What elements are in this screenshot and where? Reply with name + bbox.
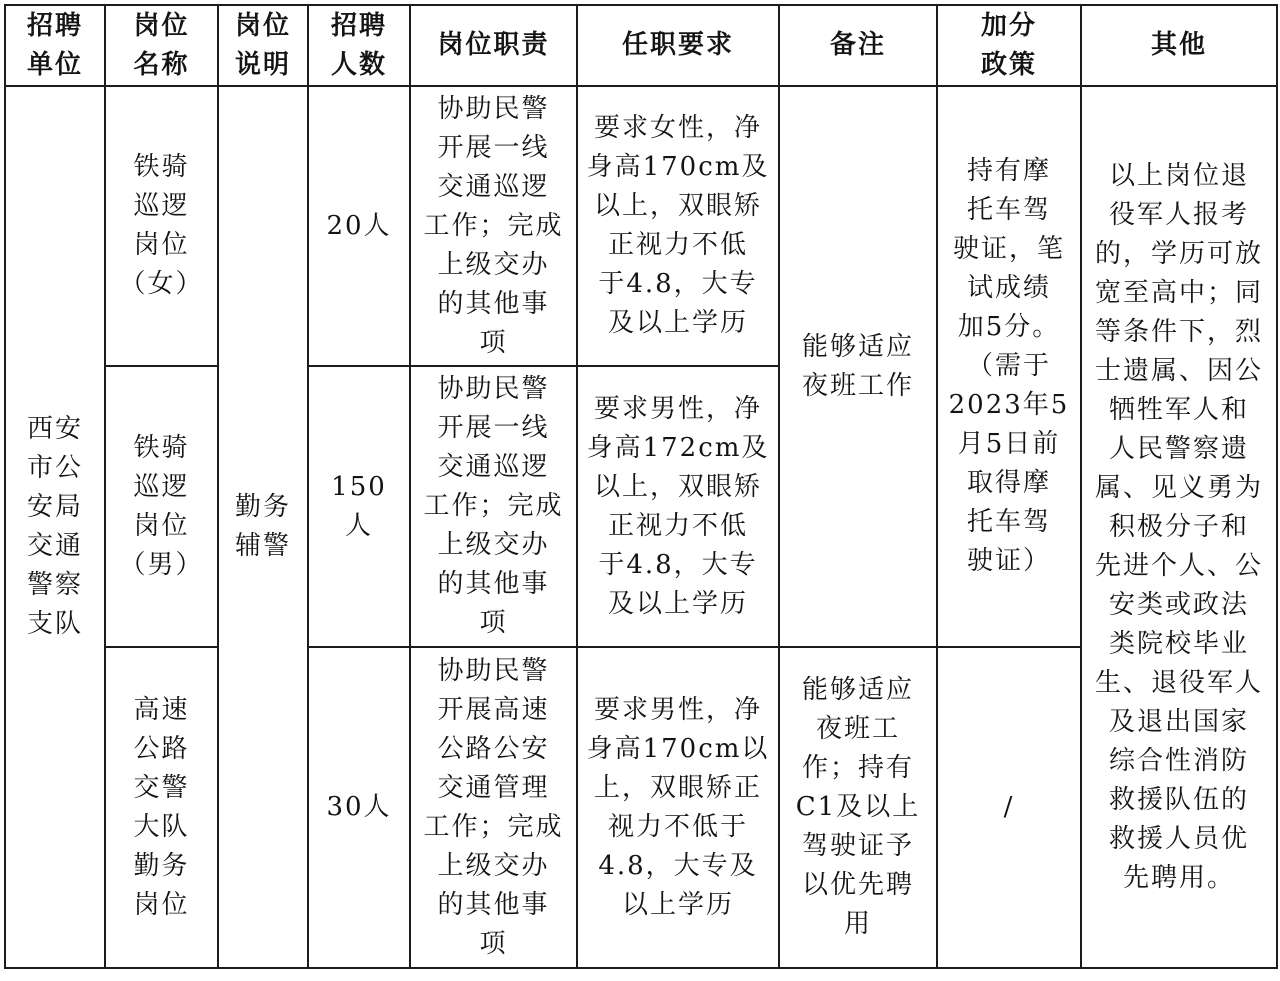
header-other: 其他 <box>1081 5 1277 86</box>
cell-notes-shared: 能够适应 夜班工作 <box>779 86 937 647</box>
table-row <box>5 86 1277 366</box>
header-position-name: 岗位 名称 <box>105 5 218 86</box>
cell-notes: 能够适应 夜班工 作；持有 C1及以上 驾驶证予 以优先聘 用 <box>779 647 937 968</box>
cell-unit: 西安 市公 安局 交通 警察 支队 <box>5 86 105 968</box>
cell-duties: 协助民警 开展一线 交通巡逻 工作；完成 上级交办 的其他事 项 <box>410 86 577 366</box>
header-duties: 岗位职责 <box>410 5 577 86</box>
recruitment-table <box>4 4 1278 969</box>
header-position-description: 岗位 说明 <box>218 5 308 86</box>
cell-position-name: 高速 公路 交警 大队 勤务 岗位 <box>105 647 218 968</box>
cell-duties: 协助民警 开展高速 公路公安 交通管理 工作；完成 上级交办 的其他事 项 <box>410 647 577 968</box>
header-unit: 招聘 单位 <box>5 5 105 86</box>
cell-position-name: 铁骑 巡逻 岗位 （女） <box>105 86 218 366</box>
cell-bonus-policy: / <box>937 647 1081 968</box>
cell-position-description: 勤务 辅警 <box>218 86 308 968</box>
cell-duties: 协助民警 开展一线 交通巡逻 工作；完成 上级交办 的其他事 项 <box>410 366 577 647</box>
cell-headcount: 20人 <box>308 86 410 366</box>
header-bonus-policy: 加分 政策 <box>937 5 1081 86</box>
cell-other: 以上岗位退 役军人报考 的，学历可放 宽至高中；同 等条件下，烈 士遗属、因公 牺牲军人和 人民警察遗 属、见义勇为 积极分子和 先进个人、公 安类或政法 类院校毕业 生、退役军人 及退出国家 综合性消防 救援队伍的 救援人员优 先聘用。 <box>1081 86 1277 968</box>
header-notes: 备注 <box>779 5 937 86</box>
cell-headcount: 150 人 <box>308 366 410 647</box>
cell-requirements: 要求男性，净 身高170cm以 上，双眼矫正 视力不低于 4.8，大专及 以上学历 <box>577 647 779 968</box>
cell-requirements: 要求女性，净 身高170cm及 以上，双眼矫 正视力不低 于4.8，大专 及以上学历 <box>577 86 779 366</box>
header-requirements: 任职要求 <box>577 5 779 86</box>
header-headcount: 招聘 人数 <box>308 5 410 86</box>
cell-position-name: 铁骑 巡逻 岗位 （男） <box>105 366 218 647</box>
cell-bonus-policy-shared: 持有摩 托车驾 驶证，笔 试成绩 加5分。 （需于 2023年5 月5日前 取得摩 托车驾 驶证） <box>937 86 1081 647</box>
cell-requirements: 要求男性，净 身高172cm及 以上，双眼矫 正视力不低 于4.8，大专 及以上学历 <box>577 366 779 647</box>
header-row <box>5 5 1277 86</box>
cell-headcount: 30人 <box>308 647 410 968</box>
